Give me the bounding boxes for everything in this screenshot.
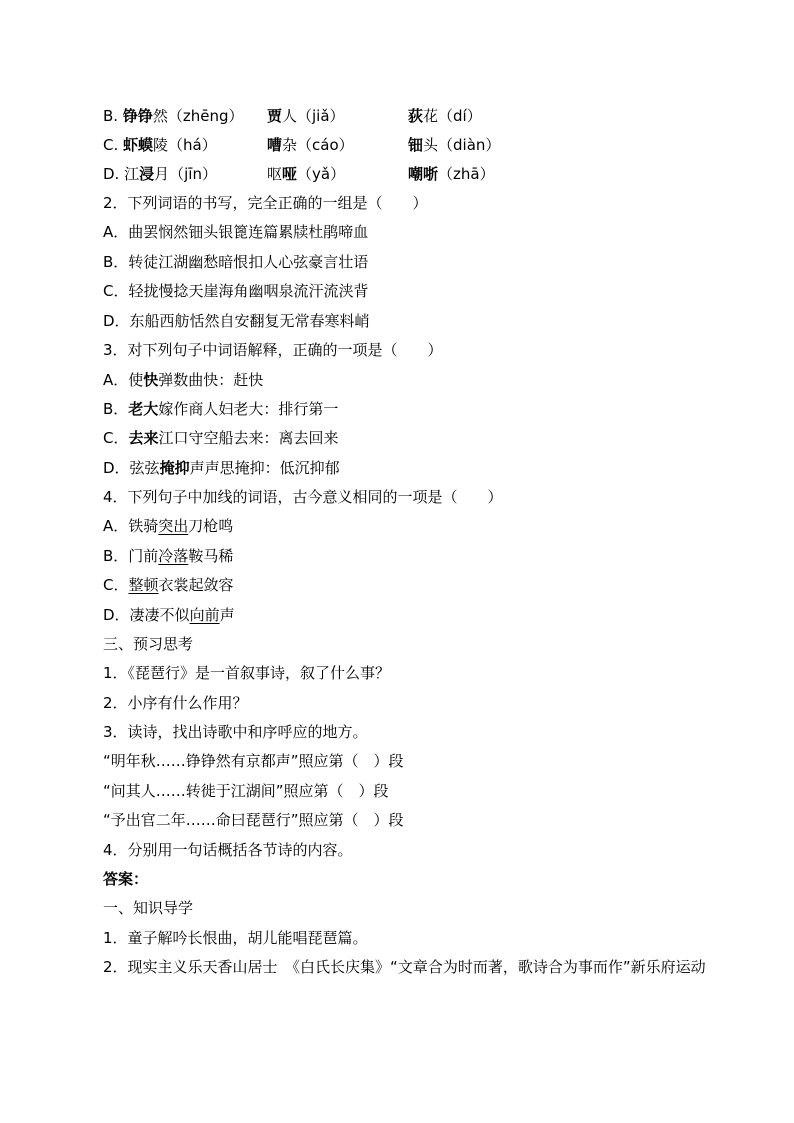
answer-2: 2．现实主义乐天香山居士 《白氏长庆集》“文章合为时而著，歌诗合为事而作”新乐府运动 — [103, 958, 706, 976]
q2-option-b: B．转徒江湖幽愁暗恨扣人心弦豪言壮语 — [103, 253, 369, 271]
pinyin: 头（diàn） — [423, 136, 501, 154]
bold-word: 掩抑 — [159, 459, 190, 477]
text: A．铁骑 — [103, 517, 159, 535]
text: D．弦弦 — [103, 459, 160, 477]
section3-q1: 1．《琵琶行》是一首叙事诗，叙了什么事？ — [103, 664, 391, 682]
bold-word: 哑 — [282, 165, 298, 183]
section3-q2: 2．小序有什么作用？ — [103, 694, 248, 712]
underlined-word: 突出 — [158, 517, 189, 535]
section3-q4: 4．分别用一句话概括各节诗的内容。 — [103, 841, 353, 859]
section3-q3b: “问其人……转徙于江湖间”照应第（ ）段 — [103, 782, 389, 800]
option-label: D. — [103, 165, 120, 183]
q4-option-d — [103, 605, 235, 625]
bold-word: 嘲哳 — [408, 165, 439, 183]
text: 嫁作商人妇老大：排行第一 — [158, 400, 339, 418]
pinyin: 月（jīn） — [154, 165, 217, 183]
text: B．门前 — [103, 547, 159, 565]
answer-1: 1．童子解吟长恨曲，胡儿能唱琵琶篇。 — [103, 929, 368, 947]
text: 弹数曲快：赶快 — [158, 371, 264, 389]
q3-option-a — [103, 370, 263, 390]
bold-word: 贾 — [267, 107, 283, 125]
text: C． — [103, 429, 129, 447]
pinyin: 花（dí） — [423, 107, 482, 125]
q3-option-d — [103, 458, 340, 478]
bold-word: 老大 — [128, 400, 159, 418]
section3-title: 三、预习思考 — [103, 635, 194, 653]
text: C． — [103, 576, 129, 594]
bold-word: 嘈 — [267, 136, 283, 154]
bold-word: 快 — [143, 371, 159, 389]
pinyin: 陵（há） — [153, 136, 217, 154]
pinyin: 然（zhēng） — [152, 107, 244, 125]
text: B． — [103, 400, 129, 418]
q3-option-c — [103, 428, 339, 448]
q3-option-b — [103, 399, 338, 419]
underlined-word: 冷落 — [158, 547, 189, 565]
option-label: C. — [103, 136, 119, 154]
word-prefix: 呕 — [267, 165, 283, 183]
bold-word: 浸 — [139, 165, 155, 183]
answers-section1-title: 一、知识导学 — [103, 899, 194, 917]
bold-word: 铮铮 — [122, 107, 153, 125]
text: A．使 — [103, 371, 144, 389]
section3-q3: 3．读诗，找出诗歌中和序呼应的地方。 — [103, 723, 368, 741]
section3-q3c: “予出官二年……命曰琵琶行”照应第（ ）段 — [103, 811, 404, 829]
bold-word: 钿 — [408, 136, 424, 154]
bold-word: 去来 — [128, 429, 159, 447]
option-label: B. — [103, 107, 119, 125]
text: 江口守空船去来：离去回来 — [158, 429, 339, 447]
q2-option-d: D．东船西舫恬然自安翻复无常春寒料峭 — [103, 312, 370, 330]
text: 声 — [219, 606, 235, 624]
answers-title: 答案： — [103, 870, 149, 888]
section3-q3a: “明年秋……铮铮然有京都声”照应第（ ）段 — [103, 752, 404, 770]
q3-stem: 3．对下列句子中词语解释，正确的一项是（ ） — [103, 341, 443, 359]
pinyin: 人（jiǎ） — [282, 107, 345, 125]
pinyin: 杂（cáo） — [282, 136, 354, 154]
bold-word: 荻 — [408, 107, 424, 125]
text: 鞍马稀 — [188, 547, 234, 565]
text: 刀枪鸣 — [188, 517, 234, 535]
q4-stem: 4．下列句子中加线的词语，古今意义相同的一项是（ ） — [103, 488, 503, 506]
q2-stem: 2．下列词语的书写，完全正确的一组是（ ） — [103, 194, 428, 212]
pinyin: （yǎ） — [297, 165, 346, 183]
word-prefix: 江 — [124, 165, 140, 183]
underlined-word: 整顿 — [128, 576, 159, 594]
q4-option-a — [103, 516, 233, 536]
q2-option-c: C．轻拢慢捻天崖海角幽咽泉流汗流浃背 — [103, 282, 369, 300]
text: 衣裳起敛容 — [158, 576, 234, 594]
q4-option-c — [103, 575, 234, 595]
text: 声声思掩抑：低沉抑郁 — [189, 459, 340, 477]
pinyin: （zhā） — [438, 165, 495, 183]
bold-word: 虾蟆 — [123, 136, 154, 154]
text: D．凄凄不似 — [103, 606, 190, 624]
q2-option-a: A．曲罢悯然钿头银篦连篇累牍杜鹃啼血 — [103, 223, 369, 241]
q4-option-b — [103, 546, 233, 566]
underlined-word: 向前 — [189, 606, 220, 624]
